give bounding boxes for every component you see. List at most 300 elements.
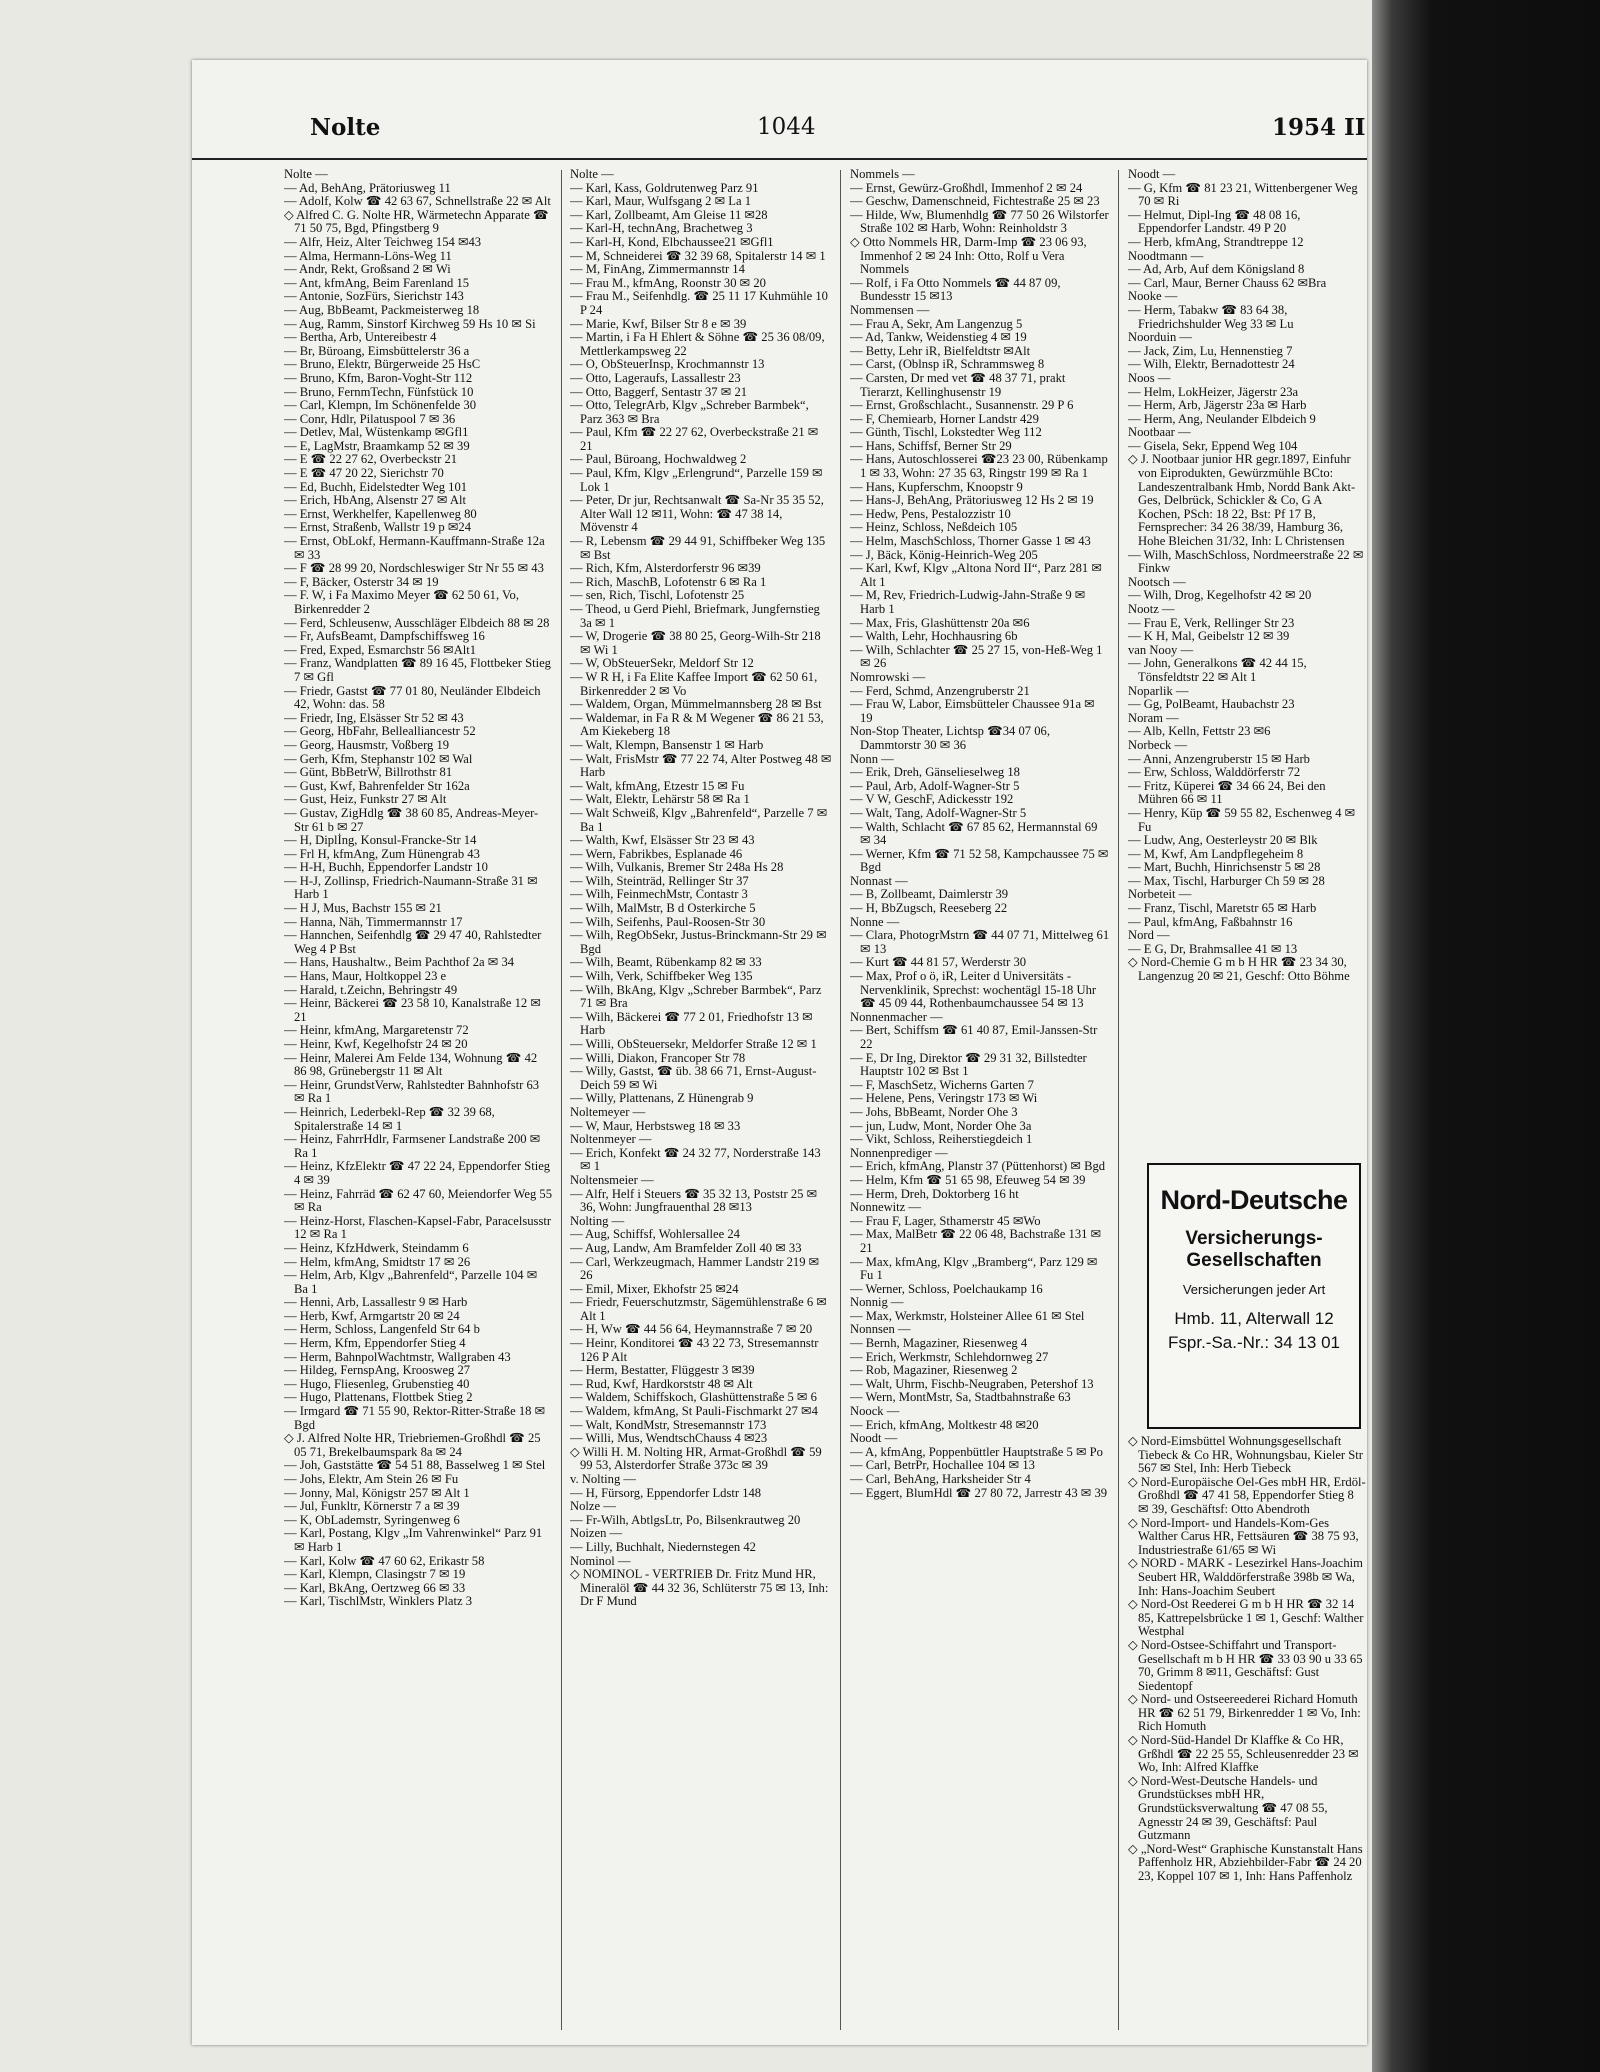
directory-entry: Non-Stop Theater, Lichtsp ☎34 07 06, Dammtorstr 30 ✉ 36 — [850, 724, 1050, 752]
directory-entry: — Willi, Mus, WendtschChauss 4 ✉23 — [570, 1431, 768, 1446]
directory-entry: — Herm, BahnpolWachtmstr, Wallgraben 43 — [284, 1349, 511, 1364]
header-year: 1954 II — [1272, 114, 1366, 141]
directory-entry: Noock — — [850, 1404, 900, 1419]
directory-entry: — A, kfmAng, Poppenbüttler Hauptstraße 5 ✉ Po — [850, 1444, 1103, 1459]
directory-entry: — Heinr, Kwf, Kegelhofstr 24 ✉ 20 — [284, 1037, 468, 1051]
directory-entry: — Hedw, Pens, Pestalozzistr 10 — [850, 506, 1011, 521]
directory-entry: — Anni, Anzengruberstr 15 ✉ Harb — [1128, 751, 1310, 766]
directory-entry: — Erich, kfmAng, Planstr 37 (Püttenhorst) ✉ Bgd — [850, 1159, 1106, 1174]
directory-entry: ◇ Alfred C. G. Nolte HR, Wärmetechn Apparate ☎ 71 50 75, Bgd, Pfingstberg 9 — [284, 207, 549, 236]
directory-entry: — Carsten, Dr med vet ☎ 48 37 71, prakt Tierarzt, Kellinghusenstr 19 — [850, 370, 1066, 399]
directory-entry: — Martin, i Fa H Ehlert & Söhne ☎ 25 36 08/09, Mettlerkampsweg 22 — [570, 330, 825, 358]
directory-entry: — Herb, kfmAng, Strandtreppe 12 — [1128, 234, 1304, 249]
directory-entry: — Heinr, Konditorei ☎ 43 22 73, Stresemannstr 126 P Alt — [570, 1336, 819, 1364]
directory-entry: Nolze — — [570, 1499, 616, 1514]
directory-entry: — Fritz, Küperei ☎ 34 66 24, Bei den Mühren 66 ✉ 11 — [1128, 778, 1326, 807]
directory-entry: — Ad, BehAng, Prätoriusweg 11 — [284, 180, 451, 195]
directory-entry: Nommensen — — [850, 302, 930, 317]
column-4 — [1128, 168, 1366, 1158]
directory-entry: — Frau A, Sekr, Am Langenzug 5 — [850, 316, 1023, 331]
directory-entry: — Heinz, KfzElektr ☎ 47 22 24, Eppendorfer Stieg 4 ✉ 39 — [284, 1159, 551, 1187]
directory-entry: — Franz, Wandplatten ☎ 89 16 45, Flottbeker Stieg 7 ✉ Gfl — [284, 656, 551, 684]
directory-entry: — Walt, Klempn, Bansenstr 1 ✉ Harb — [570, 737, 764, 752]
directory-entry: — Walt, FrisMstr ☎ 77 22 74, Alter Postweg 48 ✉ Harb — [570, 751, 832, 780]
directory-entry: — Erich, Werkmstr, Schlehdornweg 27 — [850, 1349, 1049, 1364]
directory-entry: — Friedr, Ing, Elsässer Str 52 ✉ 43 — [284, 710, 464, 725]
directory-entry: — Carl, BetrPr, Hochallee 104 ✉ 13 — [850, 1458, 1035, 1473]
directory-entry: — Karl, Postang, Klgv „Im Vahrenwinkel“ Parz 91 ✉ Harb 1 — [284, 1526, 543, 1554]
directory-entry: — Heinz, Schloss, Neßdeich 105 — [850, 520, 1018, 535]
directory-entry: Nonne — — [850, 914, 900, 929]
directory-entry: — E ☎ 22 27 62, Overbeckstr 21 — [284, 452, 458, 467]
directory-entry: — Heinr, Bäckerei ☎ 23 58 10, Kanalstraße 12 ✉ 21 — [284, 996, 541, 1024]
directory-entry: — Friedr, Gastst ☎ 77 01 80, Neuländer Elbdeich 42, Wohn: das. 58 — [284, 683, 541, 712]
directory-entry: Nonn — — [850, 751, 894, 766]
directory-entry: — Waldem, Schiffskoch, Glashüttenstraße 5 ✉ 6 — [570, 1390, 817, 1405]
binding-shadow — [1372, 0, 1600, 2072]
directory-entry: — Hildeg, FernspAng, Kroosweg 27 — [284, 1363, 471, 1378]
page-header — [192, 110, 1367, 160]
directory-entry: — Aug, Ramm, Sinstorf Kirchweg 59 Hs 10 ✉ Si — [284, 316, 536, 331]
directory-entry: — Heinr, Malerei Am Felde 134, Wohnung ☎ 42 86 98, Grünebergstr 11 ✉ Alt — [284, 1050, 538, 1079]
directory-entry: Nonnewitz — — [850, 1200, 921, 1215]
directory-entry: — Johs, BbBeamt, Norder Ohe 3 — [850, 1104, 1018, 1119]
directory-entry: — Hannchen, Seifenhdlg ☎ 29 47 40, Rahlstedter Weg 4 P Bst — [284, 928, 542, 956]
directory-entry: — Helm, kfmAng, Smidtstr 17 ✉ 26 — [284, 1254, 471, 1269]
directory-entry: — Werner, Schloss, Poelchaukamp 16 — [850, 1281, 1043, 1296]
directory-entry: — Hans, Maur, Holtkoppel 23 e — [284, 969, 447, 984]
ad-subtitle-1: Versicherungs- — [1185, 1228, 1323, 1249]
directory-entry: — Ant, kfmAng, Beim Farenland 15 — [284, 275, 470, 290]
directory-entry: Noodt — — [1128, 168, 1176, 181]
directory-entry: — Rob, Magaziner, Riesenweg 2 — [850, 1363, 1018, 1378]
directory-entry: — Detlev, Mal, Wüstenkamp ✉Gfl1 — [284, 425, 469, 440]
directory-entry: — Karl, Kass, Goldrutenweg Parz 91 — [570, 180, 759, 195]
directory-entry: — Ferd, Schmd, Anzengruberstr 21 — [850, 683, 1030, 698]
directory-entry: — Karl, BkAng, Oertzweg 66 ✉ 33 — [284, 1580, 466, 1595]
directory-entry: — K, ObLademstr, Syringenweg 6 — [284, 1512, 460, 1527]
directory-entry: — Helm, Kfm ☎ 51 65 98, Efeuweg 54 ✉ 39 — [850, 1172, 1086, 1187]
directory-entry: Nootbaar — — [1128, 425, 1191, 440]
directory-entry: — H, Diplİng, Konsul-Francke-Str 14 — [284, 833, 477, 848]
directory-entry: — O, ObSteuerInsp, Krochmannstr 13 — [570, 357, 765, 372]
directory-entry: ◇ Nord-Import- und Handels-Kom-Ges Walther Carus HR, Fettsäuren ☎ 38 75 93, Industriestraße 61/65 ✉ Wi — [1128, 1515, 1359, 1557]
advertisement-box — [1147, 1163, 1361, 1429]
directory-entry: — Helene, Pens, Veringstr 173 ✉ Wi — [850, 1091, 1038, 1106]
directory-entry: ◇ Willi H. M. Nolting HR, Armat-Großhdl ☎ 59 99 53, Alsterdorfer Straße 373c ✉ 39 — [570, 1444, 822, 1473]
directory-entry: ◇ J. Alfred Nolte HR, Triebriemen-Großhdl ☎ 25 05 71, Brekelbaumspark 8a ✉ 24 — [284, 1431, 541, 1459]
directory-entry: van Nooy — — [1128, 642, 1194, 657]
directory-entry: — Rolf, i Fa Otto Nommels ☎ 44 87 09, Bundesstr 15 ✉13 — [850, 275, 1061, 304]
directory-entry: — Herm, Ang, Neulander Elbdeich 9 — [1128, 411, 1316, 426]
directory-entry: — Wilh, BkAng, Klgv „Schreber Barmbek“, Parz 71 ✉ Bra — [570, 982, 822, 1011]
directory-entry: — M, Kwf, Am Landpflegeheim 8 — [1128, 846, 1304, 861]
directory-entry: — Walt, kfmAng, Etzestr 15 ✉ Fu — [570, 778, 745, 793]
directory-entry: — Paul, Kfm, Klgv „Erlengrund“, Parzelle 159 ✉ Lok 1 — [570, 466, 823, 494]
directory-entry: — M, FinAng, Zimmermannstr 14 — [570, 262, 745, 277]
directory-entry: — Johs, Elektr, Am Stein 26 ✉ Fu — [284, 1472, 459, 1486]
directory-entry: ◇ Nord-Eimsbüttel Wohnungsgesellschaft Tiebeck & Co HR, Wohnungsbau, Kieler Str 567 ✉ Stel, Inh: Herb Tiebeck — [1128, 1435, 1363, 1476]
directory-entry: — Georg, Hausmstr, Voßberg 19 — [284, 737, 450, 752]
directory-entry: Noltemeyer — — [570, 1104, 646, 1119]
directory-entry: — Helm, MaschSchloss, Thorner Gasse 1 ✉ 43 — [850, 534, 1091, 549]
ad-description: Versicherungen jeder Art — [1182, 1282, 1326, 1297]
directory-entry: — Walth, Lehr, Hochhausring 6b — [850, 629, 1018, 644]
directory-entry: — Wern, MontMstr, Sa, Stadtbahnstraße 63 — [850, 1390, 1071, 1405]
directory-entry: ◇ „Nord-West“ Graphische Kunstanstalt Hans Paffenholz HR, Abziehbilder-Fabr ☎ 24 20 23, Koppel 107 ✉ 1, Inh: Hans Paffenholz — [1128, 1841, 1363, 1883]
directory-entry: — Carl, Maur, Berner Chauss 62 ✉Bra — [1128, 275, 1327, 290]
column-3 — [850, 168, 1110, 2028]
directory-entry: — W, Drogerie ☎ 38 80 25, Georg-Wilh-Str 218 ✉ Wi 1 — [570, 629, 821, 657]
directory-entry: — Aug, Landw, Am Bramfelder Zoll 40 ✉ 33 — [570, 1240, 802, 1255]
directory-entry: — Werner, Kfm ☎ 71 52 58, Kampchaussee 75 ✉ Bgd — [850, 846, 1109, 875]
directory-entry: — Carl, Klempn, Im Schönenfelde 30 — [284, 398, 477, 413]
directory-entry: — Karl, Kolw ☎ 47 60 62, Erikastr 58 — [284, 1553, 485, 1568]
directory-entry: — Kurt ☎ 44 81 57, Werderstr 30 — [850, 955, 1027, 970]
column-1 — [284, 168, 552, 2028]
directory-entry: Nolte — — [284, 168, 328, 181]
directory-entry: — Bruno, Kfm, Baron-Voght-Str 112 — [284, 370, 473, 385]
directory-entry: — Herm, Dreh, Doktorberg 16 ht — [850, 1186, 1019, 1201]
directory-entry: — Max, kfmAng, Klgv „Bramberg“, Parz 129 ✉ Fu 1 — [850, 1254, 1098, 1283]
directory-entry: — Wern, Fabrikbes, Esplanade 46 — [570, 846, 743, 861]
directory-entry: Nomrowski — — [850, 669, 926, 684]
directory-entry: — Gust, Kwf, Bahrenfelder Str 162a — [284, 778, 470, 793]
directory-entry: — W R H, i Fa Elite Kaffee Import ☎ 62 50 61, Birkenredder 2 ✉ Vo — [570, 669, 818, 698]
page-number: 1044 — [757, 114, 816, 140]
directory-entry: — Wilh, Elektr, Bernadottestr 24 — [1128, 357, 1295, 372]
directory-entry: ◇ Nord-West-Deutsche Handels- und Grundstückses mbH HR, Grundstücksverwaltung ☎ 47 08 55, Agnesstr 24 ✉ 39, Geschäftsf: Paul Gutzmann — [1128, 1773, 1328, 1843]
directory-entry: — Wilh, Steinträd, Rellinger Str 37 — [570, 873, 749, 888]
directory-entry: Nolting — — [570, 1213, 625, 1228]
directory-entry: — Walt, Uhrm, Fischb-Neugraben, Petershof 13 — [850, 1376, 1094, 1391]
directory-entry: — Jonny, Mal, Königstr 257 ✉ Alt 1 — [284, 1485, 470, 1500]
directory-entry: — Wilh, RegObSekr, Justus-Brinckmann-Str 29 ✉ Bgd — [570, 928, 827, 956]
directory-entry: — Karl, Zollbeamt, Am Gleise 11 ✉28 — [570, 207, 768, 222]
directory-entry: v. Nolting — — [570, 1472, 636, 1486]
directory-entry: — Theod, u Gerd Piehl, Briefmark, Jungfernstieg 3a ✉ 1 — [570, 602, 820, 630]
directory-entry: Noodt — — [850, 1431, 898, 1446]
directory-entry: Nonnast — — [850, 873, 908, 888]
directory-entry: — H-J, Zollinsp, Friedrich-Naumann-Straße 31 ✉ Harb 1 — [284, 873, 538, 902]
directory-entry: — Karl, Maur, Wulfsgang 2 ✉ La 1 — [570, 194, 752, 209]
directory-entry: — Wilh, Verk, Schiffbeker Weg 135 — [570, 969, 753, 984]
directory-entry: — E, LagMstr, Braamkamp 52 ✉ 39 — [284, 438, 470, 453]
column-4-continued — [1128, 1435, 1366, 2025]
directory-entry: — Antonie, SozFürs, Sierichstr 143 — [284, 289, 464, 304]
directory-entry: — Henry, Küp ☎ 59 55 82, Eschenweg 4 ✉ Fu — [1128, 805, 1356, 834]
directory-entry: Noorduin — — [1128, 330, 1193, 345]
directory-entry: — jun, Ludw, Mont, Norder Ohe 3a — [850, 1118, 1032, 1133]
directory-entry: — Gustav, ZigHdlg ☎ 38 60 85, Andreas-Meyer-Str 61 b ✉ 27 — [284, 805, 539, 834]
directory-entry: — Max, Prof o ö, iR, Leiter d Universitäts - Nervenklinik, Sprechst: wochentägl 15-18 Uhr ☎ 45 09 44, Rothenbaumchaussee 54 ✉ 13 — [850, 969, 1097, 1011]
directory-entry: — Walt Schweiß, Klgv „Bahrenfeld“, Parzelle 7 ✉ Ba 1 — [570, 805, 828, 834]
directory-entry: — Willi, Diakon, Francoper Str 78 — [570, 1050, 746, 1065]
directory-entry: — Gust, Heiz, Funkstr 27 ✉ Alt — [284, 792, 447, 807]
directory-entry: — Hans, Kupferschm, Knoopstr 9 — [850, 479, 1023, 494]
directory-entry: — Heinz, Fahrräd ☎ 62 47 60, Meiendorfer Weg 55 ✉ Ra — [284, 1186, 552, 1215]
directory-entry: — Paul, Kfm ☎ 22 27 62, Overbeckstraße 21 ✉ 21 — [570, 425, 819, 453]
directory-entry: — Ernst, Werkhelfer, Kapellenweg 80 — [284, 506, 477, 521]
directory-entry: — Helmut, Dipl-Ing ☎ 48 08 16, Eppendorfer Landstr. 49 P 20 — [1128, 207, 1301, 236]
directory-entry: — Ad, Tankw, Weidenstieg 4 ✉ 19 — [850, 330, 1027, 345]
directory-entry: — Hans, Schiffsf, Berner Str 29 — [850, 438, 1012, 453]
directory-entry: — F, MaschSetz, Wicherns Garten 7 — [850, 1077, 1034, 1092]
directory-entry: — Hugo, Plattenans, Flottbek Stieg 2 — [284, 1390, 473, 1405]
header-name: Nolte — [310, 114, 381, 141]
directory-entry: — Hugo, Fliesenleg, Grubenstieg 40 — [284, 1376, 470, 1391]
directory-entry: — V W, GeschF, Adickesstr 192 — [850, 792, 1014, 807]
directory-entry: — Carst, (Oblnsp iR, Schrammsweg 8 — [850, 357, 1045, 372]
directory-entry: — Marie, Kwf, Bilser Str 8 e ✉ 39 — [570, 316, 747, 331]
directory-entry: — E G, Dr, Brahmsallee 41 ✉ 13 — [1128, 941, 1298, 956]
directory-entry: — Friedr, Feuerschutzmstr, Sägemühlenstraße 6 ✉ Alt 1 — [570, 1295, 827, 1323]
directory-entry: — Hans, Haushaltw., Beim Pachthof 2a ✉ 34 — [284, 955, 515, 970]
directory-entry: — Fr-Wilh, AbtlgsLtr, Po, Bilsenkrautweg 20 — [570, 1512, 801, 1527]
column-2 — [570, 168, 832, 2028]
directory-entry: — Erich, Konfekt ☎ 24 32 77, Norderstraße 143 ✉ 1 — [570, 1145, 821, 1174]
directory-entry: — Peter, Dr jur, Rechtsanwalt ☎ Sa-Nr 35 35 52, Alter Wall 12 ✉11, Wohn: ☎ 47 38 14, Mövenstr 4 — [570, 493, 824, 535]
directory-entry: — Aug, Schiffsf, Wohlersallee 24 — [570, 1227, 740, 1242]
directory-entry: — Herm, Schloss, Langenfeld Str 64 b — [284, 1322, 480, 1337]
directory-entry: — Walt, Elektr, Lehärstr 58 ✉ Ra 1 — [570, 792, 750, 807]
directory-entry: — Frau E, Verk, Rellinger Str 23 — [1128, 615, 1295, 630]
directory-entry: — Frau M., kfmAng, Roonstr 30 ✉ 20 — [570, 275, 766, 290]
directory-entry: — Clara, PhotogrMstrn ☎ 44 07 71, Mittelweg 61 ✉ 13 — [850, 928, 1110, 956]
directory-entry: — Geschw, Damenschneid, Fichtestraße 25 ✉ 23 — [850, 194, 1100, 209]
directory-entry: Noos — — [1128, 370, 1171, 385]
directory-entry: Noram — — [1128, 710, 1179, 725]
directory-entry: — R, Lebensm ☎ 29 44 91, Schiffbeker Weg 135 ✉ Bst — [570, 534, 826, 562]
directory-entry: — J, Bäck, König-Heinrich-Weg 205 — [850, 547, 1038, 562]
directory-entry: — Heinz, KfzHdwerk, Steindamm 6 — [284, 1240, 469, 1255]
directory-entry: — John, Generalkons ☎ 42 44 15, Tönsfeldtstr 22 ✉ Alt 1 — [1128, 656, 1307, 684]
directory-entry: Noltensmeier — — [570, 1172, 654, 1187]
directory-entry: Norbeck — — [1128, 737, 1188, 752]
directory-entry: — Karl, Klempn, Clasingstr 7 ✉ 19 — [284, 1567, 466, 1582]
directory-entry: — Alfr, Heiz, Alter Teichweg 154 ✉43 — [284, 234, 482, 249]
directory-entry: Noodtmann — — [1128, 248, 1204, 263]
directory-entry: — Fred, Exped, Esmarchstr 56 ✉Alt1 — [284, 642, 477, 657]
directory-entry: — W, ObSteuerSekr, Meldorf Str 12 — [570, 656, 754, 671]
directory-entry: — H J, Mus, Bachstr 155 ✉ 21 — [284, 901, 442, 916]
directory-entry: Nominol — — [570, 1553, 631, 1568]
directory-entry: Nooke — — [1128, 289, 1178, 304]
directory-entry: — Waldem, Organ, Mümmelmannsberg 28 ✉ Bst — [570, 697, 822, 712]
directory-entry: — Alb, Kelln, Fettstr 23 ✉6 — [1128, 724, 1271, 739]
directory-entry: — Walt, KondMstr, Stresemannstr 173 — [570, 1417, 767, 1432]
directory-entry: ◇ Nord-Süd-Handel Dr Klaffke & Co HR, Grßhdl ☎ 22 25 55, Schleusenredder 23 ✉ Wo, Inh: Alfred Klaffke — [1128, 1733, 1359, 1775]
directory-entry: — F, Bäcker, Osterstr 34 ✉ 19 — [284, 574, 439, 589]
directory-entry: — Paul, kfmAng, Faßbahnstr 16 — [1128, 914, 1293, 929]
directory-entry: — Otto, Lageraufs, Lassallestr 23 — [570, 370, 741, 385]
directory-entry: — Ad, Arb, Auf dem Königsland 8 — [1128, 262, 1305, 277]
directory-entry: — Frau W, Labor, Eimsbütteler Chaussee 91a ✉ 19 — [850, 697, 1095, 725]
directory-entry: — Betty, Lehr iR, Bielfeldtstr ✉Alt — [850, 343, 1031, 358]
directory-entry: — Hans, Autoschlosserei ☎23 23 00, Rübenkamp 1 ✉ 33, Wohn: 27 35 63, Ringstr 199 ✉ Ra 1 — [850, 452, 1108, 481]
directory-entry: — Gerh, Kfm, Stephanstr 102 ✉ Wal — [284, 751, 473, 766]
column-divider — [1118, 170, 1119, 2030]
directory-entry: — Willy, Gastst, ☎ üb. 38 66 71, Ernst-August-Deich 59 ✉ Wi — [570, 1064, 817, 1092]
directory-entry: — Herm, Tabakw ☎ 83 64 38, Friedrichshulder Weg 33 ✉ Lu — [1128, 302, 1294, 331]
directory-entry: — Waldem, kfmAng, St Pauli-Fischmarkt 27 ✉4 — [570, 1404, 818, 1419]
directory-entry: — Bertha, Arb, Untereibestr 4 — [284, 330, 437, 345]
directory-entry: — Heinr, GrundstVerw, Rahlstedter Bahnhofstr 63 ✉ Ra 1 — [284, 1077, 540, 1106]
ad-phone: Fspr.-Sa.-Nr.: 34 13 01 — [1168, 1333, 1340, 1352]
directory-entry: — Herm, Arb, Jägerstr 23a ✉ Harb — [1128, 398, 1307, 413]
directory-entry: ◇ NOMINOL - VERTRIEB Dr. Fritz Mund HR, Mineralöl ☎ 44 32 36, Schlüterstr 75 ✉ 13, Inh: Dr F Mund — [570, 1567, 829, 1609]
directory-entry: — Heinz, FahrrHdlr, Farmsener Landstraße 200 ✉ Ra 1 — [284, 1132, 541, 1160]
directory-entry: — F, Chemiearb, Horner Landstr 429 — [850, 411, 1039, 426]
directory-entry: — F ☎ 28 99 20, Nordschleswiger Str Nr 55 ✉ 43 — [284, 561, 544, 576]
directory-entry: — Herb, Kwf, Armgartstr 20 ✉ 24 — [284, 1308, 460, 1323]
column-divider — [561, 170, 562, 2030]
directory-entry: ◇ Nord-Ostsee-Schiffahrt und Transport-Gesellschaft m b H HR ☎ 33 03 90 u 33 65 70, Grimm 8 ✉11, Geschäftsf: Gust Siedentopf — [1128, 1637, 1363, 1693]
directory-entry: — Bruno, Elektr, Bürgerweide 25 HsC — [284, 357, 481, 372]
directory-entry: — Walth, Kwf, Elsässer Str 23 ✉ 43 — [570, 833, 755, 848]
directory-entry: ◇ Nord-Chemie G m b H HR ☎ 23 34 30, Langenzug 20 ✉ 21, Geschf: Otto Böhme — [1128, 955, 1350, 984]
directory-entry: — Jack, Zim, Lu, Hennenstieg 7 — [1128, 343, 1293, 358]
directory-entry: — Conr, Hdlr, Pilatuspool 7 ✉ 36 — [284, 411, 456, 426]
directory-entry: — Rich, Kfm, Alsterdorferstr 96 ✉39 — [570, 561, 761, 576]
directory-entry: — Frau M., Seifenhdlg. ☎ 25 11 17 Kuhmühle 10 P 24 — [570, 289, 828, 317]
directory-entry: — Walt, Tang, Adolf-Wagner-Str 5 — [850, 805, 1027, 820]
directory-entry: — Karl-H, Kond, Elbchaussee21 ✉Gfl1 — [570, 234, 774, 249]
directory-entry: — Erich, kfmAng, Moltkestr 48 ✉20 — [850, 1417, 1039, 1432]
directory-entry: — Fr, AufsBeamt, Dampfschiffsweg 16 — [284, 629, 485, 644]
directory-entry: — M, Rev, Friedrich-Ludwig-Jahn-Straße 9 ✉ Harb 1 — [850, 588, 1086, 616]
directory-entry: — Helm, Arb, Klgv „Bahrenfeld“, Parzelle 104 ✉ Ba 1 — [284, 1268, 538, 1296]
directory-entry: Nord — — [1128, 928, 1170, 943]
directory-entry: Noltenmeyer — — [570, 1132, 652, 1147]
ad-title: Nord-Deutsche — [1160, 1185, 1348, 1215]
directory-entry: Noizen — — [570, 1526, 623, 1541]
directory-entry: — Waldemar, in Fa R & M Wegener ☎ 86 21 53, Am Kiekeberg 18 — [570, 710, 824, 739]
directory-entry: — Ernst, ObLokf, Hermann-Kauffmann-Straße 12a ✉ 33 — [284, 534, 545, 562]
directory-entry: — Bert, Schiffsm ☎ 61 40 87, Emil-Janssen-Str 22 — [850, 1023, 1098, 1051]
directory-entry: — Herm, Bestatter, Flüggestr 3 ✉39 — [570, 1363, 755, 1378]
directory-entry: — Wilh, Seifenhs, Paul-Roosen-Str 30 — [570, 914, 766, 929]
directory-entry: Nootz — — [1128, 602, 1175, 616]
directory-entry: — Heinrich, Lederbekl-Rep ☎ 32 39 68, Spitalerstraße 14 ✉ 1 — [284, 1104, 495, 1133]
directory-entry: — Paul, Büroang, Hochwaldweg 2 — [570, 452, 747, 467]
directory-entry: — Joh, Gaststätte ☎ 54 51 88, Basselweg 1 ✉ Stel — [284, 1458, 546, 1473]
directory-entry: — H, Fürsorg, Eppendorfer Ldstr 148 — [570, 1485, 762, 1500]
directory-entry: — Alma, Hermann-Löns-Weg 11 — [284, 248, 452, 263]
directory-entry: Nonnsen — — [850, 1322, 911, 1337]
directory-entry: — Carl, BehAng, Harksheider Str 4 — [850, 1472, 1031, 1486]
directory-entry: — Max, Werkmstr, Holsteiner Allee 61 ✉ Stel — [850, 1308, 1085, 1323]
directory-entry: — Wilh, Drog, Kegelhofstr 42 ✉ 20 — [1128, 588, 1312, 603]
directory-page — [192, 60, 1367, 2045]
directory-entry: — M, Schneiderei ☎ 32 39 68, Spitalerstr 14 ✉ 1 — [570, 248, 826, 263]
directory-entry: — H, Ww ☎ 44 56 64, Heymannstraße 7 ✉ 20 — [570, 1322, 813, 1337]
directory-entry: — Wilh, MaschSchloss, Nordmeerstraße 22 ✉ Finkw — [1128, 547, 1364, 576]
directory-entry: — Otto, Baggerf, Sentastr 37 ✉ 21 — [570, 384, 748, 399]
directory-entry: — Walth, Schlacht ☎ 67 85 62, Hermannstal 69 ✉ 34 — [850, 819, 1098, 848]
directory-entry: — Karl, TischlMstr, Winklers Platz 3 — [284, 1594, 473, 1609]
directory-entry: — Frau F, Lager, Sthamerstr 45 ✉Wo — [850, 1213, 1041, 1228]
directory-entry: — Ed, Buchh, Eidelstedter Weg 101 — [284, 479, 468, 494]
directory-entry: — Gg, PolBeamt, Haubachstr 23 — [1128, 697, 1295, 712]
directory-entry: — Ernst, Gewürz-Großhdl, Immenhof 2 ✉ 24 — [850, 180, 1083, 195]
directory-entry: — Lilly, Buchhalt, Niedernstegen 42 — [570, 1539, 756, 1554]
directory-entry: — Hans-J, BehAng, Prätoriusweg 12 Hs 2 ✉ 19 — [850, 493, 1094, 508]
directory-entry: — Henni, Arb, Lassallestr 9 ✉ Harb — [284, 1295, 468, 1310]
directory-entry: — Hanna, Näh, Timmermannstr 17 — [284, 914, 463, 929]
directory-entry: — Ernst, Großschlacht., Susannenstr. 29 P 6 — [850, 398, 1074, 413]
directory-entry: — K H, Mal, Geibelstr 12 ✉ 39 — [1128, 629, 1290, 644]
directory-entry: Nommels — — [850, 168, 915, 181]
directory-entry: — Otto, TelegrArb, Klgv „Schreber Barmbek“, Parz 363 ✉ Bra — [570, 398, 809, 426]
directory-entry: — Mart, Buchh, Hinrichsenstr 5 ✉ 28 — [1128, 860, 1321, 875]
column-divider — [840, 170, 841, 2030]
directory-entry: Nonnenprediger — — [850, 1145, 948, 1160]
directory-entry: — W, Maur, Herbstsweg 18 ✉ 33 — [570, 1118, 741, 1133]
directory-entry: — Ernst, Straßenb, Wallstr 19 p ✉24 — [284, 520, 471, 535]
directory-entry: — Helm, LokHeizer, Jägerstr 23a — [1128, 384, 1299, 399]
directory-entry: — H, BbZugsch, Reeseberg 22 — [850, 901, 1008, 916]
directory-entry: — Br, Büroang, Eimsbüttelerstr 36 a — [284, 343, 470, 358]
directory-entry: ◇ Nord-Europäische Oel-Ges mbH HR, Erdöl-Großhdl ☎ 47 41 58, Eppendorfer Stieg 8 ✉ 39, Geschäftsf: Otto Abendroth — [1128, 1474, 1366, 1516]
directory-entry: ◇ J. Nootbaar junior HR gegr.1897, Einfuhr von Eiprodukten, Gewürzmühle BCto: Landeszentralbank Hmb, Nordd Bank Akt-Ges, Delbrück, Schickler & Co, G A Kochen, PSch: 18 22, Bst: Pf 17 B, Fernsprecher: 34 26 38/39, Hamburg 36, Hohe Bleichen 31/32, Inh: L Christensen — [1128, 452, 1356, 549]
directory-entry: — Paul, Arb, Adolf-Wagner-Str 5 — [850, 778, 1020, 793]
directory-entry: — Alfr, Helf i Steuers ☎ 35 32 13, Poststr 25 ✉36, Wohn: Jungfrauenthal 28 ✉13 — [570, 1186, 818, 1215]
directory-entry: ◇ Nord-Ost Reederei G m b H HR ☎ 32 14 85, Kattrepelsbrücke 1 ✉ 1, Geschf: Walther Westphal — [1128, 1597, 1364, 1639]
directory-entry: — Rich, MaschB, Lofotenstr 6 ✉ Ra 1 — [570, 574, 767, 589]
directory-entry: — E ☎ 47 20 22, Sierichstr 70 — [284, 466, 444, 481]
directory-entry: — Heinr, kfmAng, Margaretenstr 72 — [284, 1023, 469, 1038]
directory-entry: — Ludw, Ang, Oesterleystr 20 ✉ Blk — [1128, 833, 1318, 848]
directory-entry: — Franz, Tischl, Maretstr 65 ✉ Harb — [1128, 901, 1317, 916]
directory-entry: Noparlik — — [1128, 683, 1189, 698]
directory-entry: Nolte — — [570, 168, 614, 181]
directory-entry: — Emil, Mixer, Ekhofstr 25 ✉24 — [570, 1281, 739, 1296]
directory-entry: Norbeteit — — [1128, 887, 1192, 902]
directory-entry: — Max, MalBetr ☎ 22 06 48, Bachstraße 131 ✉ 21 — [850, 1227, 1102, 1255]
ad-address: Hmb. 11, Alterwall 12 — [1174, 1309, 1334, 1328]
directory-entry: — Eggert, BlumHdl ☎ 27 80 72, Jarrestr 43 ✉ 39 — [850, 1485, 1108, 1500]
directory-entry: — Gisela, Sekr, Eppend Weg 104 — [1128, 438, 1298, 453]
directory-entry: — E, Dr Ing, Direktor ☎ 29 31 32, Billstedter Hauptstr 102 ✉ Bst 1 — [850, 1050, 1087, 1079]
directory-entry: — Hilde, Ww, Blumenhdlg ☎ 77 50 26 Wilstorfer Straße 102 ✉ Harb, Wohn: Reinholdstr 3 — [850, 207, 1109, 236]
directory-entry: — Frl H, kfmAng, Zum Hünengrab 43 — [284, 846, 480, 861]
directory-entry: — Max, Fris, Glashüttenstr 20a ✉6 — [850, 615, 1030, 630]
directory-entry: — H-H, Buchh, Eppendorfer Landstr 10 — [284, 860, 488, 875]
directory-entry: — Rud, Kwf, Hardkorststr 48 ✉ Alt — [570, 1376, 753, 1391]
directory-entry: — Heinz-Horst, Flaschen-Kapsel-Fabr, Paracelsusstr 12 ✉ Ra 1 — [284, 1213, 552, 1242]
directory-entry: — Bruno, FernmTechn, Fünfstück 10 — [284, 384, 474, 399]
directory-entry: — sen, Rich, Tischl, Lofotenstr 25 — [570, 588, 745, 603]
directory-entry: — Günt, BbBetrW, Billrothstr 81 — [284, 765, 453, 780]
directory-entry: — Bernh, Magaziner, Riesenweg 4 — [850, 1336, 1028, 1351]
directory-entry: — Irmgard ☎ 71 55 90, Rektor-Ritter-Straße 18 ✉ Bgd — [284, 1404, 546, 1432]
directory-entry: — Vikt, Schloss, Reiherstiegdeich 1 — [850, 1132, 1033, 1147]
directory-entry: — Wilh, Vulkanis, Bremer Str 248a Hs 28 — [570, 860, 784, 875]
directory-entry: — F. W, i Fa Maximo Meyer ☎ 62 50 61, Vo, Birkenredder 2 — [284, 588, 519, 616]
directory-entry: — B, Zollbeamt, Daimlerstr 39 — [850, 887, 1009, 902]
directory-entry: — Günth, Tischl, Lokstedter Weg 112 — [850, 425, 1042, 440]
directory-entry: ◇ NORD - MARK - Lesezirkel Hans-Joachim Seubert HR, Walddörferstraße 398b ✉ Wa, Inh: Hans-Joachim Seubert — [1128, 1556, 1363, 1598]
directory-entry: — Carl, Werkzeugmach, Hammer Landstr 219 ✉ 26 — [570, 1254, 820, 1283]
directory-entry: — Aug, BbBeamt, Packmeisterweg 18 — [284, 302, 480, 317]
directory-entry: — Herm, Kfm, Eppendorfer Stieg 4 — [284, 1336, 466, 1351]
directory-entry: — Wilh, Bäckerei ☎ 77 2 01, Friedhofstr 13 ✉ Harb — [570, 1009, 813, 1038]
directory-entry: — Karl-H, technAng, Brachetweg 3 — [570, 221, 753, 236]
directory-entry: — Willi, ObSteuersekr, Meldorfer Straße 12 ✉ 1 — [570, 1037, 817, 1051]
directory-entry: — Karl, Kwf, Klgv „Altona Nord II“, Parz 281 ✉ Alt 1 — [850, 561, 1102, 589]
directory-entry: ◇ Otto Nommels HR, Darm-Imp ☎ 23 06 93, Immenhof 2 ✉ 24 Inh: Otto, Rolf u Vera Nommels — [850, 234, 1087, 277]
